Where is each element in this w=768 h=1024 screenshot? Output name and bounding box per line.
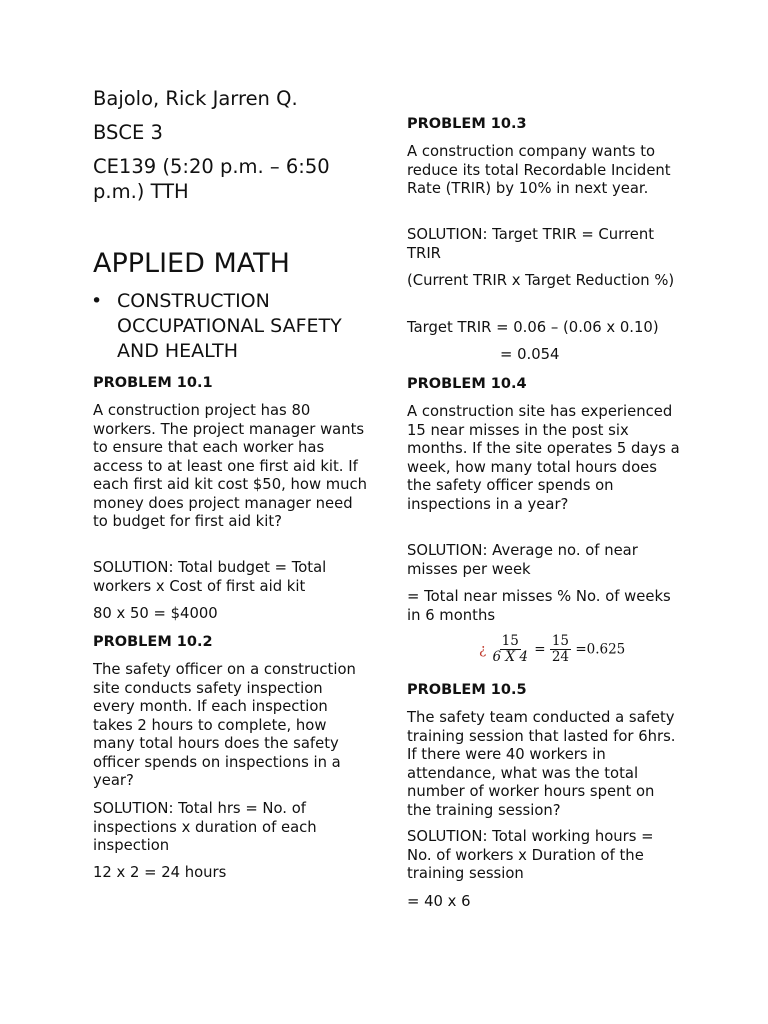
problem-10-1-solution: SOLUTION: Total budget = Total workers x Cost of first aid kit: [93, 559, 327, 595]
problem-10-3-solution-cont: (Current TRIR x Target Reduction %): [407, 272, 675, 289]
problem-10-1-text: A construction project has 80 workers. The project manager wants to ensure that each worker has access to at least one first aid kit. If each first aid kit cost $50, how much money does project manager need to budget for first aid kit?: [93, 402, 368, 530]
document-title: APPLIED MATH: [93, 248, 290, 279]
problem-10-3-heading: PROBLEM 10.3: [407, 116, 527, 132]
topic-bullet: [93, 289, 368, 364]
fraction-denominator: 6 X 4: [492, 649, 528, 665]
course-section: BSCE 3: [93, 121, 163, 144]
formula-result: =0.625: [575, 641, 626, 658]
problem-10-3-text: A construction company wants to reduce its total Recordable Incident Rate (TRIR) by 10% in next year.: [407, 143, 671, 197]
bullet-icon: •: [91, 290, 103, 312]
problem-10-4-solution: SOLUTION: Average no. of near misses per week: [407, 542, 638, 578]
problem-10-4-formula: [479, 634, 625, 665]
formula-lead-glyph: ¿: [479, 641, 487, 658]
problem-10-5-solution: SOLUTION: Total working hours = No. of workers x Duration of the training session: [407, 828, 654, 882]
problem-10-5-answer: = 40 x 6: [407, 893, 471, 910]
fraction-numerator: 15: [501, 633, 519, 649]
problem-10-3-solution: SOLUTION: Target TRIR = Current TRIR: [407, 226, 655, 262]
problem-10-2-heading: PROBLEM 10.2: [93, 634, 213, 650]
problem-10-4-text: A construction site has experienced 15 near misses in the post six months. If the site operates 5 days a week, how many total hours does the safety officer spends on inspections in a year?: [407, 403, 680, 513]
problem-10-2-solution: SOLUTION: Total hrs = No. of inspections x duration of each inspection: [93, 800, 317, 854]
problem-10-5-text: The safety team conducted a safety training session that lasted for 6hrs. If there were 40 workers in attendance, what was the total number of worker hours spent on the training session?: [407, 709, 676, 819]
equals-sign: =: [534, 641, 546, 658]
fraction-denominator: 24: [551, 649, 570, 665]
topic-text: CONSTRUCTION OCCUPATIONAL SAFETY AND HEALTH: [117, 290, 342, 362]
problem-10-4-solution-cont: = Total near misses % No. of weeks in 6 months: [407, 588, 671, 624]
fraction-numerator: 15: [551, 633, 570, 649]
fraction-15-over-24: [550, 634, 571, 665]
class-schedule: CE139 (5:20 p.m. – 6:50 p.m.) TTH: [93, 155, 330, 203]
problem-10-5-heading: PROBLEM 10.5: [407, 682, 527, 698]
problem-10-1-answer: 80 x 50 = $4000: [93, 605, 218, 622]
problem-10-1-heading: PROBLEM 10.1: [93, 375, 213, 391]
problem-10-3-answer: = 0.054: [500, 346, 560, 363]
problem-10-2-answer: 12 x 2 = 24 hours: [93, 864, 227, 881]
student-name: Bajolo, Rick Jarren Q.: [93, 87, 298, 110]
problem-10-2-text: The safety officer on a construction site conducts safety inspection every month. If each inspection takes 2 hours to complete, how many total hours does the safety officer spends on inspections in a year?: [93, 661, 356, 789]
problem-10-4-heading: PROBLEM 10.4: [407, 376, 527, 392]
fraction-15-over-6x4: [491, 634, 530, 665]
problem-10-3-equation: Target TRIR = 0.06 – (0.06 x 0.10): [407, 319, 659, 336]
